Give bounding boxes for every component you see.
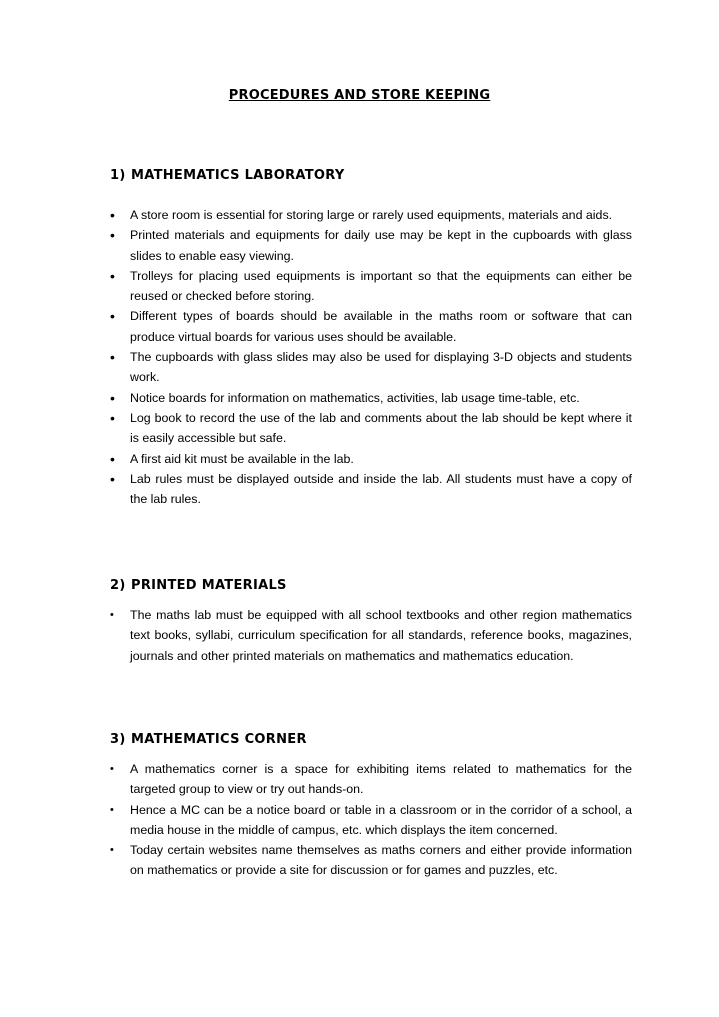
list-item: [110, 306, 632, 347]
section-number: 2): [110, 578, 126, 593]
section-title: MATHEMATICS LABORATORY: [131, 168, 345, 183]
list-item: [110, 469, 632, 510]
section-heading-mathematics-laboratory: [110, 168, 345, 183]
list-item-text: Notice boards for information on mathematics, activities, lab usage time-table, etc.: [130, 390, 580, 405]
bullet-icon: •: [110, 389, 115, 406]
list-item-text: Hence a MC can be a notice board or table in a classroom or in the corridor of a school, a media house in the middle of campus, etc. which displays the item concerned.: [130, 802, 632, 837]
bullet-list-printed-materials: [110, 605, 632, 666]
list-item-text: A store room is essential for storing large or rarely used equipments, materials and aids.: [130, 208, 613, 222]
section-heading-mathematics-corner: [110, 732, 307, 747]
list-item-text: The cupboards with glass slides may also be used for displaying 3-D objects and students work.: [130, 350, 632, 385]
bullet-icon: •: [110, 409, 115, 426]
list-item: [110, 388, 632, 408]
section-heading-printed-materials: [110, 578, 287, 593]
bullet-icon: •: [110, 609, 114, 621]
bullet-icon: •: [110, 803, 114, 816]
section-title: PRINTED MATERIALS: [131, 578, 287, 593]
list-item: [110, 605, 632, 666]
bullet-icon: •: [110, 470, 115, 487]
list-item: [110, 840, 632, 881]
list-item-text: Printed materials and equipments for daily use may be kept in the cupboards with glass slides to enable easy viewing.: [130, 228, 632, 263]
bullet-icon: •: [110, 844, 114, 857]
bullet-list-mathematics-corner: [110, 759, 632, 881]
list-item: [110, 449, 632, 469]
list-item-text: A first aid kit must be available in the lab.: [130, 451, 354, 466]
bullet-icon: •: [110, 763, 114, 775]
list-item: [110, 347, 632, 388]
bullet-icon: •: [110, 267, 115, 284]
list-item-text: Different types of boards should be available in the maths room or software that can produce virtual boards for various uses should be available.: [130, 309, 632, 344]
bullet-icon: •: [110, 227, 115, 244]
list-item-text: A mathematics corner is a space for exhibiting items related to mathematics for the targeted group to view or try out hands-on.: [130, 762, 632, 797]
list-item: [110, 225, 632, 266]
section-title: MATHEMATICS CORNER: [131, 732, 307, 747]
list-item: [110, 759, 632, 800]
list-item-text: Trolleys for placing used equipments is important so that the equipments can either be reused or checked before storing.: [130, 268, 632, 304]
list-item: [110, 408, 632, 449]
bullet-icon: •: [110, 349, 115, 366]
bullet-list-mathematics-laboratory: [110, 205, 632, 509]
list-item-text: Log book to record the use of the lab and comments about the lab should be kept where it is easily accessible but safe.: [130, 410, 632, 446]
list-item-text: Lab rules must be displayed outside and inside the lab. All students must have a copy of the lab rules.: [130, 471, 632, 507]
bullet-icon: •: [110, 207, 115, 223]
section-number: 1): [110, 168, 126, 183]
page-title: PROCEDURES AND STORE KEEPING: [228, 88, 491, 103]
list-item: [110, 800, 632, 841]
bullet-icon: •: [110, 308, 115, 325]
bullet-icon: •: [110, 450, 115, 467]
list-item-text: The maths lab must be equipped with all school textbooks and other region mathematics text books, syllabi, curriculum specification for all standards, reference books, magazines, journals and other printed materials on mathematics and mathematics education.: [130, 608, 632, 663]
list-item: [110, 205, 632, 225]
section-number: 3): [110, 732, 126, 747]
list-item: [110, 266, 632, 307]
list-item-text: Today certain websites name themselves as maths corners and either provide information on mathematics or provide a site for discussion or for games and puzzles, etc.: [130, 843, 632, 878]
